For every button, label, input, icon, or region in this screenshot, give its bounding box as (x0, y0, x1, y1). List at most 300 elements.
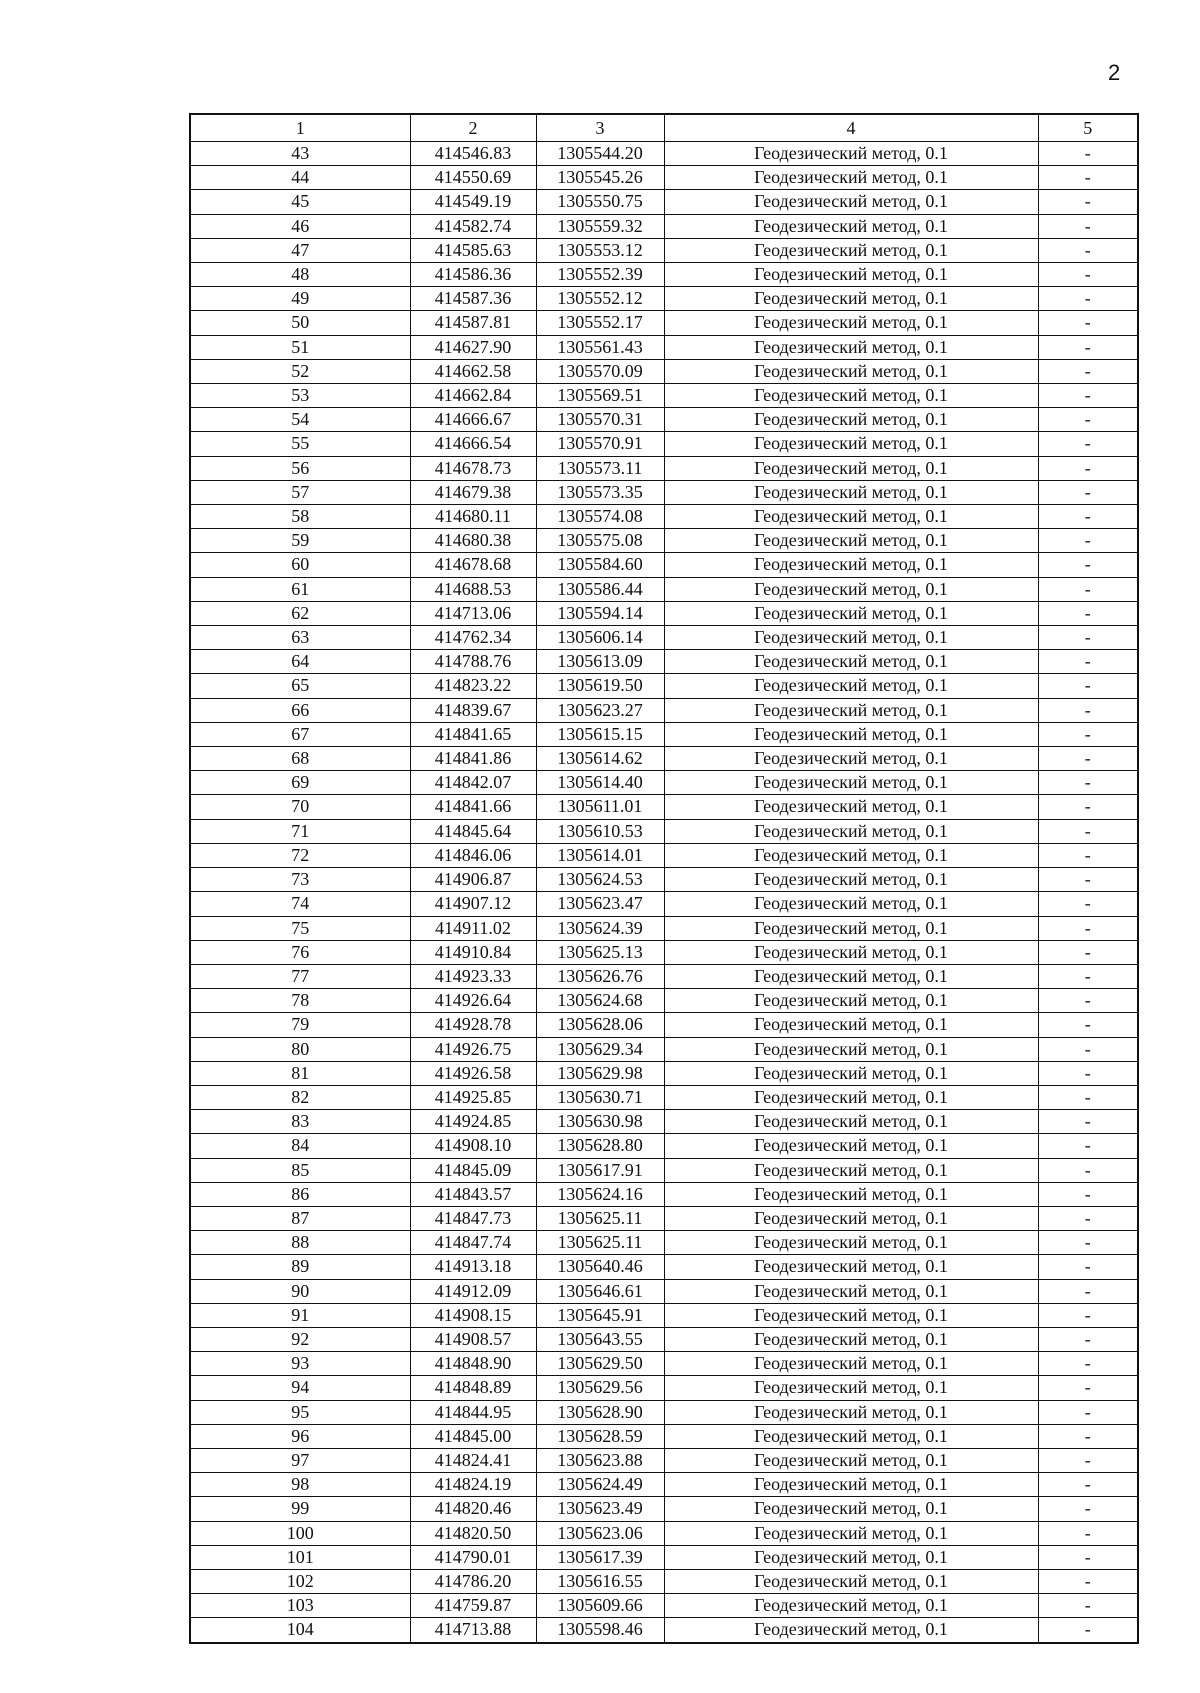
x-coordinate-cell: 414680.11 (410, 505, 536, 529)
y-coordinate-cell: 1305550.75 (536, 190, 664, 214)
note-cell: - (1038, 650, 1138, 674)
point-number-cell: 45 (190, 190, 410, 214)
table-row (190, 263, 1138, 287)
y-coordinate-cell: 1305609.66 (536, 1594, 664, 1618)
table-row (190, 1473, 1138, 1497)
point-number-cell: 85 (190, 1158, 410, 1182)
note-cell: - (1038, 432, 1138, 456)
note-cell: - (1038, 190, 1138, 214)
point-number-cell: 66 (190, 698, 410, 722)
y-coordinate-cell: 1305606.14 (536, 626, 664, 650)
table-header (190, 114, 1138, 142)
table-row (190, 989, 1138, 1013)
y-coordinate-cell: 1305625.13 (536, 940, 664, 964)
method-accuracy-cell: Геодезический метод, 0.1 (664, 359, 1038, 383)
header-row (190, 114, 1138, 142)
method-accuracy-cell: Геодезический метод, 0.1 (664, 480, 1038, 504)
x-coordinate-cell: 414841.86 (410, 747, 536, 771)
point-number-cell: 69 (190, 771, 410, 795)
point-number-cell: 83 (190, 1110, 410, 1134)
note-cell: - (1038, 1497, 1138, 1521)
point-number-cell: 104 (190, 1618, 410, 1643)
x-coordinate-cell: 414678.73 (410, 456, 536, 480)
point-number-cell: 58 (190, 505, 410, 529)
method-accuracy-cell: Геодезический метод, 0.1 (664, 166, 1038, 190)
x-coordinate-cell: 414546.83 (410, 142, 536, 166)
point-number-cell: 51 (190, 335, 410, 359)
table-row (190, 1424, 1138, 1448)
note-cell: - (1038, 964, 1138, 988)
point-number-cell: 80 (190, 1037, 410, 1061)
table-row (190, 1206, 1138, 1230)
point-number-cell: 86 (190, 1182, 410, 1206)
note-cell: - (1038, 1206, 1138, 1230)
x-coordinate-cell: 414908.15 (410, 1303, 536, 1327)
point-number-cell: 87 (190, 1206, 410, 1230)
x-coordinate-cell: 414790.01 (410, 1545, 536, 1569)
y-coordinate-cell: 1305614.40 (536, 771, 664, 795)
table-row (190, 795, 1138, 819)
y-coordinate-cell: 1305628.80 (536, 1134, 664, 1158)
point-number-cell: 102 (190, 1569, 410, 1593)
method-accuracy-cell: Геодезический метод, 0.1 (664, 747, 1038, 771)
x-coordinate-cell: 414924.85 (410, 1110, 536, 1134)
y-coordinate-cell: 1305561.43 (536, 335, 664, 359)
table-row (190, 1569, 1138, 1593)
y-coordinate-cell: 1305629.56 (536, 1376, 664, 1400)
y-coordinate-cell: 1305630.98 (536, 1110, 664, 1134)
method-accuracy-cell: Геодезический метод, 0.1 (664, 505, 1038, 529)
method-accuracy-cell: Геодезический метод, 0.1 (664, 1569, 1038, 1593)
point-number-cell: 75 (190, 916, 410, 940)
x-coordinate-cell: 414662.58 (410, 359, 536, 383)
x-coordinate-cell: 414843.57 (410, 1182, 536, 1206)
y-coordinate-cell: 1305598.46 (536, 1618, 664, 1643)
y-coordinate-cell: 1305646.61 (536, 1279, 664, 1303)
point-number-cell: 90 (190, 1279, 410, 1303)
note-cell: - (1038, 1521, 1138, 1545)
table-row (190, 819, 1138, 843)
method-accuracy-cell: Геодезический метод, 0.1 (664, 722, 1038, 746)
table-row (190, 1545, 1138, 1569)
method-accuracy-cell: Геодезический метод, 0.1 (664, 1303, 1038, 1327)
method-accuracy-cell: Геодезический метод, 0.1 (664, 1327, 1038, 1351)
x-coordinate-cell: 414926.58 (410, 1061, 536, 1085)
method-accuracy-cell: Геодезический метод, 0.1 (664, 843, 1038, 867)
y-coordinate-cell: 1305617.39 (536, 1545, 664, 1569)
point-number-cell: 57 (190, 480, 410, 504)
x-coordinate-cell: 414823.22 (410, 674, 536, 698)
table-row (190, 843, 1138, 867)
table-row (190, 1400, 1138, 1424)
table-row (190, 287, 1138, 311)
point-number-cell: 97 (190, 1448, 410, 1472)
note-cell: - (1038, 335, 1138, 359)
point-number-cell: 91 (190, 1303, 410, 1327)
y-coordinate-cell: 1305615.15 (536, 722, 664, 746)
y-coordinate-cell: 1305624.49 (536, 1473, 664, 1497)
y-coordinate-cell: 1305624.53 (536, 868, 664, 892)
y-coordinate-cell: 1305628.59 (536, 1424, 664, 1448)
page-number: 2 (1108, 60, 1121, 85)
note-cell: - (1038, 142, 1138, 166)
method-accuracy-cell: Геодезический метод, 0.1 (664, 408, 1038, 432)
point-number-cell: 44 (190, 166, 410, 190)
table-row (190, 1231, 1138, 1255)
y-coordinate-cell: 1305640.46 (536, 1255, 664, 1279)
method-accuracy-cell: Геодезический метод, 0.1 (664, 1206, 1038, 1230)
x-coordinate-cell: 414713.88 (410, 1618, 536, 1643)
method-accuracy-cell: Геодезический метод, 0.1 (664, 1545, 1038, 1569)
point-number-cell: 96 (190, 1424, 410, 1448)
note-cell: - (1038, 1618, 1138, 1643)
table-row (190, 940, 1138, 964)
note-cell: - (1038, 771, 1138, 795)
table-row (190, 722, 1138, 746)
x-coordinate-cell: 414841.66 (410, 795, 536, 819)
note-cell: - (1038, 1231, 1138, 1255)
method-accuracy-cell: Геодезический метод, 0.1 (664, 214, 1038, 238)
y-coordinate-cell: 1305584.60 (536, 553, 664, 577)
point-number-cell: 94 (190, 1376, 410, 1400)
note-cell: - (1038, 1037, 1138, 1061)
y-coordinate-cell: 1305614.62 (536, 747, 664, 771)
point-number-cell: 52 (190, 359, 410, 383)
table-row (190, 505, 1138, 529)
method-accuracy-cell: Геодезический метод, 0.1 (664, 311, 1038, 335)
point-number-cell: 72 (190, 843, 410, 867)
method-accuracy-cell: Геодезический метод, 0.1 (664, 238, 1038, 262)
method-accuracy-cell: Геодезический метод, 0.1 (664, 1255, 1038, 1279)
y-coordinate-cell: 1305616.55 (536, 1569, 664, 1593)
x-coordinate-cell: 414762.34 (410, 626, 536, 650)
table-row (190, 1352, 1138, 1376)
table-row (190, 166, 1138, 190)
point-number-cell: 77 (190, 964, 410, 988)
y-coordinate-cell: 1305552.39 (536, 263, 664, 287)
table-row (190, 529, 1138, 553)
note-cell: - (1038, 1134, 1138, 1158)
table-row (190, 1134, 1138, 1158)
header-cell-1: 1 (190, 114, 410, 142)
note-cell: - (1038, 795, 1138, 819)
method-accuracy-cell: Геодезический метод, 0.1 (664, 1448, 1038, 1472)
note-cell: - (1038, 384, 1138, 408)
y-coordinate-cell: 1305559.32 (536, 214, 664, 238)
x-coordinate-cell: 414550.69 (410, 166, 536, 190)
y-coordinate-cell: 1305594.14 (536, 601, 664, 625)
y-coordinate-cell: 1305623.49 (536, 1497, 664, 1521)
point-number-cell: 56 (190, 456, 410, 480)
note-cell: - (1038, 480, 1138, 504)
point-number-cell: 63 (190, 626, 410, 650)
y-coordinate-cell: 1305552.12 (536, 287, 664, 311)
x-coordinate-cell: 414910.84 (410, 940, 536, 964)
note-cell: - (1038, 1110, 1138, 1134)
x-coordinate-cell: 414845.00 (410, 1424, 536, 1448)
point-number-cell: 73 (190, 868, 410, 892)
note-cell: - (1038, 1448, 1138, 1472)
point-number-cell: 95 (190, 1400, 410, 1424)
y-coordinate-cell: 1305623.27 (536, 698, 664, 722)
point-number-cell: 65 (190, 674, 410, 698)
note-cell: - (1038, 601, 1138, 625)
note-cell: - (1038, 408, 1138, 432)
note-cell: - (1038, 1352, 1138, 1376)
header-cell-2: 2 (410, 114, 536, 142)
x-coordinate-cell: 414845.64 (410, 819, 536, 843)
note-cell: - (1038, 1303, 1138, 1327)
note-cell: - (1038, 868, 1138, 892)
point-number-cell: 47 (190, 238, 410, 262)
table-row (190, 868, 1138, 892)
y-coordinate-cell: 1305570.09 (536, 359, 664, 383)
method-accuracy-cell: Геодезический метод, 0.1 (664, 529, 1038, 553)
y-coordinate-cell: 1305553.12 (536, 238, 664, 262)
point-number-cell: 46 (190, 214, 410, 238)
table-row (190, 1594, 1138, 1618)
table-row (190, 1279, 1138, 1303)
method-accuracy-cell: Геодезический метод, 0.1 (664, 819, 1038, 843)
y-coordinate-cell: 1305545.26 (536, 166, 664, 190)
point-number-cell: 67 (190, 722, 410, 746)
x-coordinate-cell: 414847.73 (410, 1206, 536, 1230)
note-cell: - (1038, 238, 1138, 262)
y-coordinate-cell: 1305570.31 (536, 408, 664, 432)
x-coordinate-cell: 414911.02 (410, 916, 536, 940)
x-coordinate-cell: 414846.06 (410, 843, 536, 867)
y-coordinate-cell: 1305623.47 (536, 892, 664, 916)
table-row (190, 1255, 1138, 1279)
note-cell: - (1038, 940, 1138, 964)
point-number-cell: 98 (190, 1473, 410, 1497)
table-row (190, 601, 1138, 625)
method-accuracy-cell: Геодезический метод, 0.1 (664, 1279, 1038, 1303)
y-coordinate-cell: 1305619.50 (536, 674, 664, 698)
point-number-cell: 70 (190, 795, 410, 819)
table-row (190, 747, 1138, 771)
point-number-cell: 84 (190, 1134, 410, 1158)
point-number-cell: 74 (190, 892, 410, 916)
x-coordinate-cell: 414587.36 (410, 287, 536, 311)
x-coordinate-cell: 414666.54 (410, 432, 536, 456)
note-cell: - (1038, 1327, 1138, 1351)
note-cell: - (1038, 263, 1138, 287)
table-row (190, 1061, 1138, 1085)
point-number-cell: 49 (190, 287, 410, 311)
note-cell: - (1038, 698, 1138, 722)
method-accuracy-cell: Геодезический метод, 0.1 (664, 1182, 1038, 1206)
method-accuracy-cell: Геодезический метод, 0.1 (664, 1037, 1038, 1061)
y-coordinate-cell: 1305624.16 (536, 1182, 664, 1206)
point-number-cell: 82 (190, 1085, 410, 1109)
table-row (190, 408, 1138, 432)
point-number-cell: 81 (190, 1061, 410, 1085)
x-coordinate-cell: 414679.38 (410, 480, 536, 504)
point-number-cell: 62 (190, 601, 410, 625)
x-coordinate-cell: 414824.19 (410, 1473, 536, 1497)
note-cell: - (1038, 819, 1138, 843)
note-cell: - (1038, 626, 1138, 650)
table-row (190, 1448, 1138, 1472)
method-accuracy-cell: Геодезический метод, 0.1 (664, 1231, 1038, 1255)
table-body (190, 142, 1138, 1643)
x-coordinate-cell: 414908.57 (410, 1327, 536, 1351)
point-number-cell: 50 (190, 311, 410, 335)
x-coordinate-cell: 414907.12 (410, 892, 536, 916)
method-accuracy-cell: Геодезический метод, 0.1 (664, 1594, 1038, 1618)
x-coordinate-cell: 414842.07 (410, 771, 536, 795)
header-cell-5: 5 (1038, 114, 1138, 142)
note-cell: - (1038, 1473, 1138, 1497)
header-cell-3: 3 (536, 114, 664, 142)
x-coordinate-cell: 414627.90 (410, 335, 536, 359)
table-row (190, 1013, 1138, 1037)
table-row (190, 698, 1138, 722)
table-row (190, 456, 1138, 480)
method-accuracy-cell: Геодезический метод, 0.1 (664, 142, 1038, 166)
point-number-cell: 89 (190, 1255, 410, 1279)
note-cell: - (1038, 529, 1138, 553)
table-row (190, 1497, 1138, 1521)
x-coordinate-cell: 414839.67 (410, 698, 536, 722)
point-number-cell: 55 (190, 432, 410, 456)
note-cell: - (1038, 1255, 1138, 1279)
x-coordinate-cell: 414788.76 (410, 650, 536, 674)
header-cell-4: 4 (664, 114, 1038, 142)
point-number-cell: 61 (190, 577, 410, 601)
note-cell: - (1038, 843, 1138, 867)
y-coordinate-cell: 1305626.76 (536, 964, 664, 988)
note-cell: - (1038, 1085, 1138, 1109)
note-cell: - (1038, 166, 1138, 190)
y-coordinate-cell: 1305629.98 (536, 1061, 664, 1085)
x-coordinate-cell: 414844.95 (410, 1400, 536, 1424)
note-cell: - (1038, 1545, 1138, 1569)
table-row (190, 142, 1138, 166)
y-coordinate-cell: 1305574.08 (536, 505, 664, 529)
table-row (190, 238, 1138, 262)
note-cell: - (1038, 311, 1138, 335)
point-number-cell: 101 (190, 1545, 410, 1569)
method-accuracy-cell: Геодезический метод, 0.1 (664, 1110, 1038, 1134)
point-number-cell: 43 (190, 142, 410, 166)
table-row (190, 964, 1138, 988)
method-accuracy-cell: Геодезический метод, 0.1 (664, 674, 1038, 698)
y-coordinate-cell: 1305623.88 (536, 1448, 664, 1472)
method-accuracy-cell: Геодезический метод, 0.1 (664, 964, 1038, 988)
x-coordinate-cell: 414587.81 (410, 311, 536, 335)
note-cell: - (1038, 577, 1138, 601)
method-accuracy-cell: Геодезический метод, 0.1 (664, 1085, 1038, 1109)
table-row (190, 916, 1138, 940)
point-number-cell: 100 (190, 1521, 410, 1545)
note-cell: - (1038, 1013, 1138, 1037)
x-coordinate-cell: 414926.75 (410, 1037, 536, 1061)
point-number-cell: 93 (190, 1352, 410, 1376)
table-row (190, 771, 1138, 795)
note-cell: - (1038, 1594, 1138, 1618)
point-number-cell: 59 (190, 529, 410, 553)
table-row (190, 1618, 1138, 1643)
table-row (190, 190, 1138, 214)
y-coordinate-cell: 1305617.91 (536, 1158, 664, 1182)
note-cell: - (1038, 287, 1138, 311)
y-coordinate-cell: 1305624.68 (536, 989, 664, 1013)
table-row (190, 553, 1138, 577)
x-coordinate-cell: 414928.78 (410, 1013, 536, 1037)
table-row (190, 384, 1138, 408)
method-accuracy-cell: Геодезический метод, 0.1 (664, 1497, 1038, 1521)
note-cell: - (1038, 916, 1138, 940)
note-cell: - (1038, 456, 1138, 480)
table-row (190, 214, 1138, 238)
y-coordinate-cell: 1305613.09 (536, 650, 664, 674)
x-coordinate-cell: 414848.90 (410, 1352, 536, 1376)
method-accuracy-cell: Геодезический метод, 0.1 (664, 626, 1038, 650)
x-coordinate-cell: 414848.89 (410, 1376, 536, 1400)
table-row (190, 432, 1138, 456)
x-coordinate-cell: 414688.53 (410, 577, 536, 601)
method-accuracy-cell: Геодезический метод, 0.1 (664, 1134, 1038, 1158)
point-number-cell: 92 (190, 1327, 410, 1351)
method-accuracy-cell: Геодезический метод, 0.1 (664, 601, 1038, 625)
method-accuracy-cell: Геодезический метод, 0.1 (664, 698, 1038, 722)
y-coordinate-cell: 1305552.17 (536, 311, 664, 335)
table-row (190, 1521, 1138, 1545)
point-number-cell: 103 (190, 1594, 410, 1618)
point-number-cell: 60 (190, 553, 410, 577)
note-cell: - (1038, 214, 1138, 238)
x-coordinate-cell: 414925.85 (410, 1085, 536, 1109)
y-coordinate-cell: 1305569.51 (536, 384, 664, 408)
method-accuracy-cell: Геодезический метод, 0.1 (664, 650, 1038, 674)
point-number-cell: 53 (190, 384, 410, 408)
point-number-cell: 54 (190, 408, 410, 432)
table-row (190, 1376, 1138, 1400)
note-cell: - (1038, 674, 1138, 698)
point-number-cell: 78 (190, 989, 410, 1013)
x-coordinate-cell: 414820.50 (410, 1521, 536, 1545)
table-row (190, 577, 1138, 601)
note-cell: - (1038, 1279, 1138, 1303)
method-accuracy-cell: Геодезический метод, 0.1 (664, 1424, 1038, 1448)
coordinates-table (189, 113, 1139, 1644)
point-number-cell: 71 (190, 819, 410, 843)
y-coordinate-cell: 1305625.11 (536, 1206, 664, 1230)
y-coordinate-cell: 1305586.44 (536, 577, 664, 601)
x-coordinate-cell: 414759.87 (410, 1594, 536, 1618)
x-coordinate-cell: 414913.18 (410, 1255, 536, 1279)
method-accuracy-cell: Геодезический метод, 0.1 (664, 1400, 1038, 1424)
method-accuracy-cell: Геодезический метод, 0.1 (664, 553, 1038, 577)
x-coordinate-cell: 414923.33 (410, 964, 536, 988)
method-accuracy-cell: Геодезический метод, 0.1 (664, 432, 1038, 456)
point-number-cell: 99 (190, 1497, 410, 1521)
y-coordinate-cell: 1305573.11 (536, 456, 664, 480)
point-number-cell: 76 (190, 940, 410, 964)
note-cell: - (1038, 1061, 1138, 1085)
x-coordinate-cell: 414906.87 (410, 868, 536, 892)
method-accuracy-cell: Геодезический метод, 0.1 (664, 287, 1038, 311)
x-coordinate-cell: 414824.41 (410, 1448, 536, 1472)
method-accuracy-cell: Геодезический метод, 0.1 (664, 577, 1038, 601)
note-cell: - (1038, 1182, 1138, 1206)
point-number-cell: 48 (190, 263, 410, 287)
table-row (190, 480, 1138, 504)
y-coordinate-cell: 1305628.90 (536, 1400, 664, 1424)
method-accuracy-cell: Геодезический метод, 0.1 (664, 384, 1038, 408)
